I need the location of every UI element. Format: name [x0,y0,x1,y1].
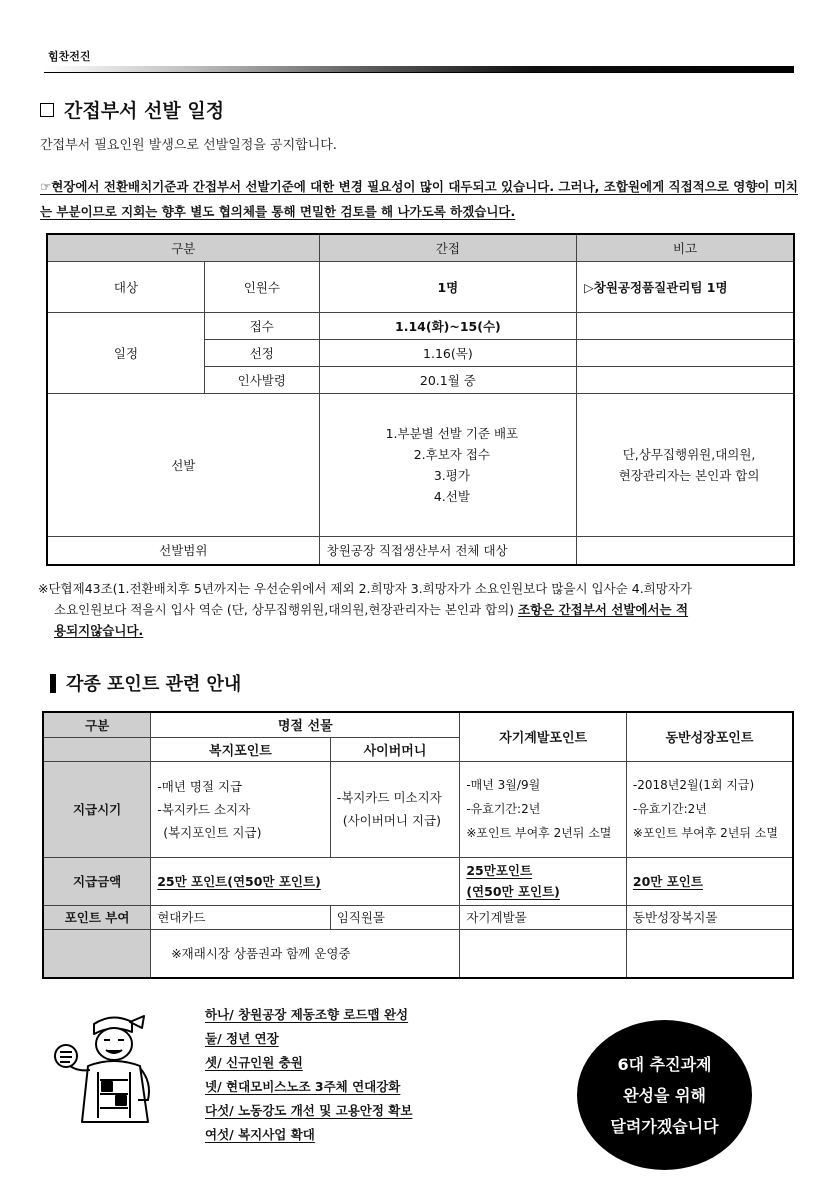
footnote-line2-bold: 조항은 간접부서 선발에서는 적 [518,602,689,617]
table-row [47,393,794,536]
selection-step: 1.부분별 선발 기준 배포 [385,425,519,441]
timing-label: 지급시기 [43,761,151,857]
table-row [47,312,794,339]
scope-value: 창원공장 직접생산부서 전체 대상 [319,536,576,565]
grant-welfare: 현대카드 [151,905,331,929]
grant-cyber: 임직원몰 [330,905,460,929]
amount-self [460,857,627,905]
amount-self-line: (연50만 포인트) [466,884,560,899]
target-label: 대상 [47,261,205,312]
timing-line: -매년 명절 지급 [157,778,243,794]
selection-step: 3.평가 [433,467,470,483]
timing-line: ※포인트 부여후 2년뒤 소멸 [466,826,612,840]
timing-line: (복지포인트 지급) [163,824,262,840]
slogan-line: 완성을 위해 [623,1085,706,1105]
target-sub: 인원수 [205,261,320,312]
selection-notice: ☞현장에서 전환배치기준과 간접부서 선발기준에 대한 변경 필요성이 많이 대두되고 있습니다. 그러나, 조합원에게 직접적으로 영향이 미치는 부분이므로 지회는 향후 별도 협의체를 통해 면밀한 검토를 해 나가도록 하겠습니다. [40,179,798,219]
header-label: 힘찬전진 [48,50,91,63]
timing-line: -유효기간:2년 [632,802,707,816]
selection-note-line: 단,상무집행위원,대의원, [622,446,756,462]
footnote-line3: 용되지않습니다. [54,623,144,638]
footnote-line2-text: 소요인원보다 적을시 입사 역순 (단, 상무집행위원,대의원,현장관리자는 본인과 합의) [54,602,515,617]
header-welfare-point: 복지포인트 [151,737,331,761]
section-title-points [50,670,241,696]
section1-title-text: 간접부서 선발 일정 [64,100,225,122]
amount-holiday-text: 25만 포인트(연50만 포인트) [157,874,321,889]
header-gubun: 구분 [47,234,319,261]
note-text: ※재래시장 상품권과 함께 운영중 [151,929,460,978]
schedule-value: 1.16(목) [319,339,576,366]
schedule-value: 1.14(화)~15(수) [319,312,576,339]
timing-self [460,761,627,857]
section1-intro: 간접부서 필요인원 발생으로 선발일정을 공지합니다. [40,138,337,153]
selection-note-line: 현장관리자는 본인과 합의 [618,467,760,483]
empty-cell [460,929,627,978]
table-row [43,857,793,905]
selection-note [577,393,794,536]
timing-line: (사이버머니 지급) [342,813,441,828]
goal-item: 다섯/ 노동강도 개선 및 고용안정 확보 [205,1103,413,1118]
slogan-badge [577,1020,752,1170]
table-row [43,761,793,857]
slogan-line: 6대 추진과제 [617,1054,712,1074]
empty-cell [577,312,794,339]
timing-welfare [151,761,331,857]
grant-self: 자기계발몰 [460,905,627,929]
header-indirect: 간접 [319,234,576,261]
slogan-line: 달려가겠습니다 [610,1116,719,1136]
timing-line: -2018년2월(1회 지급) [632,778,755,792]
footnote-line1: ※단협제43조(1.전환배치후 5년까지는 우선순위에서 제외 2.희망자 3.희망자가 소요인원보다 많을시 입사순 4.희망자가 [38,581,692,596]
table-header-row [43,712,793,737]
amount-label: 지급금액 [43,857,151,905]
grant-label: 포인트 부여 [43,905,151,929]
empty-cell [577,536,794,565]
amount-holiday [151,857,460,905]
table-header-row [47,234,794,261]
timing-line: -매년 3월/9월 [466,778,541,792]
header-gubun: 구분 [43,712,151,737]
timing-line: -복지카드 소지자 [157,801,251,817]
schedule-label: 일정 [47,312,205,393]
header-divider [44,72,794,73]
schedule-sub: 선정 [205,339,320,366]
footnote-line2 [38,599,798,620]
goal-item: 하나/ 창원공장 제동조향 로드맵 완성 [205,1007,409,1022]
checkbox-icon [40,103,54,117]
selection-schedule-table [46,233,795,566]
goal-item: 셋/ 신규인원 충원 [205,1055,303,1070]
amount-self-line: 25만포인트 [466,863,533,878]
table-row [47,536,794,565]
goal-item: 넷/ 현대모비스노조 3주체 연대강화 [205,1079,401,1094]
schedule-sub: 접수 [205,312,320,339]
scope-label: 선발범위 [47,536,319,565]
target-note: ▷창원공정품질관리팀 1명 [577,261,794,312]
goals-list [205,1003,412,1147]
schedule-sub: 인사발령 [205,366,320,393]
table-row [47,261,794,312]
header-growth-point: 동반성장포인트 [626,712,793,761]
target-value: 1명 [319,261,576,312]
timing-growth [626,761,793,857]
timing-cyber [330,761,460,857]
header-cyber-money: 사이버머니 [330,737,460,761]
timing-line: -유효기간:2년 [466,802,541,816]
goal-item: 둘/ 정년 연장 [205,1031,279,1046]
header-holiday-gift: 명절 선물 [151,712,460,737]
selection-step: 4.선발 [433,488,470,504]
goal-item: 여섯/ 복지사업 확대 [205,1127,315,1142]
empty-cell [577,339,794,366]
empty-cell [626,929,793,978]
bar-bullet-icon [50,674,56,693]
table-row [43,929,793,978]
note-label-blank [43,929,151,978]
selection-label: 선발 [47,393,319,536]
grant-growth: 동반성장복지몰 [626,905,793,929]
timing-line: -복지카드 미소지자 [336,790,442,805]
header-gubun-blank [43,737,151,761]
timing-line: ※포인트 부여후 2년뒤 소멸 [632,826,778,840]
table-row [43,905,793,929]
header-remark: 비고 [577,234,794,261]
section-title-selection [40,96,224,123]
amount-growth [626,857,793,905]
footnote [38,578,798,641]
section2-title-text: 각종 포인트 관련 안내 [66,674,242,695]
schedule-value: 20.1월 중 [319,366,576,393]
selection-steps [319,393,576,536]
amount-growth-text: 20만 포인트 [632,874,703,889]
selection-step: 2.후보자 접수 [413,446,491,462]
header-self-dev-point: 자기계발포인트 [460,712,627,761]
empty-cell [577,366,794,393]
worker-fist-icon [52,1010,162,1125]
points-table [42,711,794,979]
